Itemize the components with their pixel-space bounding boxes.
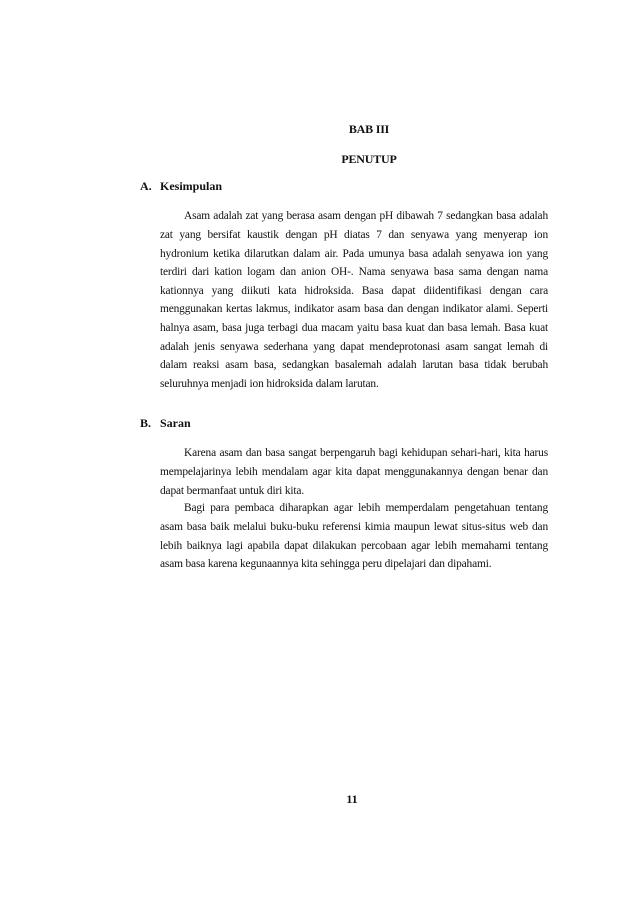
page-number: 11	[346, 792, 358, 806]
saran-paragraph-1: Karena asam dan basa sangat berpengaruh bagi kehidupan sehari-hari, kita harus mempelajarinya lebih mendalam agar kita dapat menggunakannya dengan benar dan dapat bermanfaat untuk diri kita.	[160, 447, 548, 497]
kesimpulan-paragraph: Asam adalah zat yang berasa asam dengan pH dibawah 7 sedangkan basa adalah zat yang bersifat kaustik dengan pH diatas 7 dan senyawa yang menyerap ion hydronium ketika dilarutkan dalam air. Pada umunya basa adalah senyawa ion yang terdiri dari kation logam dan anion OH-. Nama senyawa basa sama dengan nama kationnya yang diikuti kata hidroksida. Basa dapat diidentifikasi dengan cara menggunakan kertas lakmus, indikator asam basa dan dengan indikator alami. Seperti halnya asam, basa juga terbagi dua macam yaitu basa kuat dan basa lemah. Basa kuat adalah jenis senyawa sederhana yang dapat mendeprotonasi asam sangat lemah di dalam reaksi asam basa, sedangkan basalemah adalah larutan basa tidak berubah seluruhnya menjadi ion hidroksida dalam larutan.	[160, 210, 548, 390]
section-letter: A.	[140, 179, 152, 193]
chapter-number: BAB III	[348, 122, 390, 136]
section-heading-kesimpulan	[140, 179, 222, 194]
section-title: Kesimpulan	[160, 179, 223, 193]
saran-paragraph-2: Bagi para pembaca diharapkan agar lebih memperdalam pengetahuan tentang asam basa baik melalui buku-buku referensi kimia maupun lewat situs-situs web dan lebih baiknya lagi apabila dapat dilakukan percobaan agar lebih memahami tentang asam basa karena kegunaannya kita sehingga peru dipelajari dan dipahami.	[160, 502, 548, 571]
section-title: Saran	[160, 416, 191, 430]
section-letter: B.	[140, 416, 152, 430]
section-heading-saran	[140, 416, 191, 431]
chapter-title: PENUTUP	[341, 152, 397, 166]
